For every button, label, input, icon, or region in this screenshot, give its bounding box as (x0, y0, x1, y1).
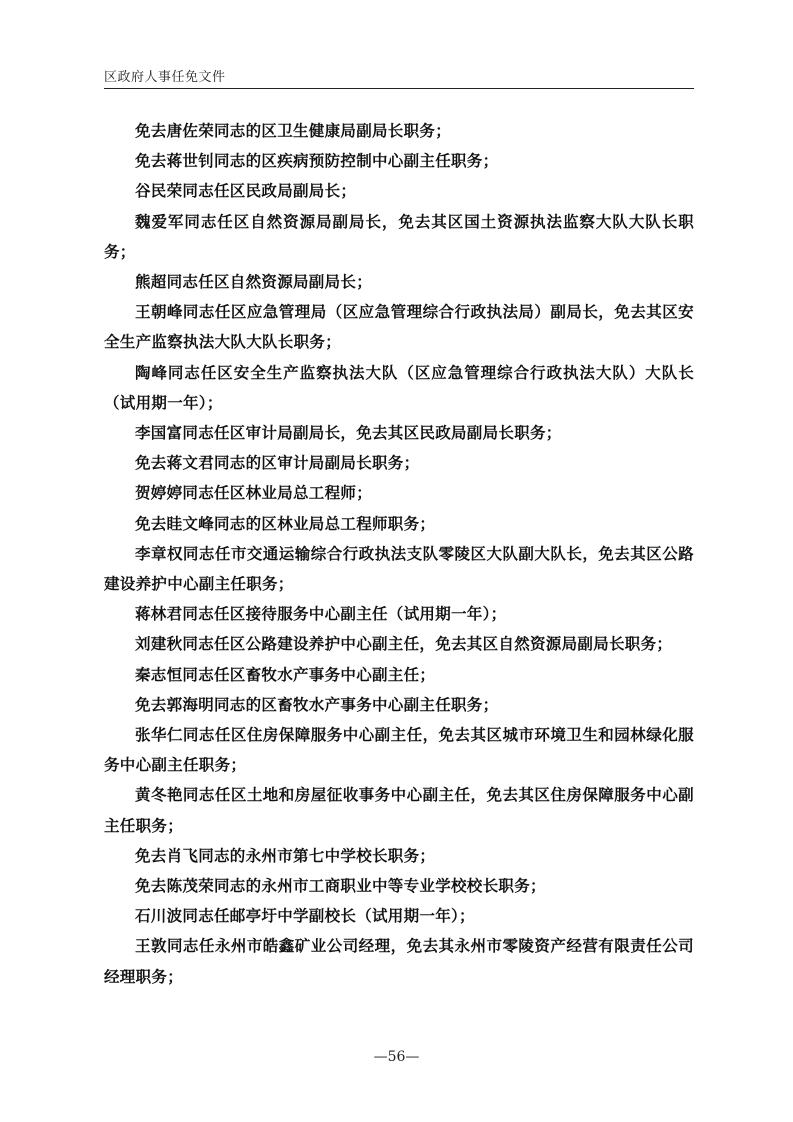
paragraph: 刘建秋同志任区公路建设养护中心副主任，免去其区自然资源局副局长职务； (135, 634, 673, 654)
paragraph: 陶峰同志任区安全生产监察执法大队（区应急管理综合行政执法大队）大队长（试用期一年）； (104, 362, 694, 412)
document-body (104, 116, 694, 992)
paragraph: 李国富同志任区审计局副局长，免去其区民政局副局长职务； (135, 423, 562, 443)
paragraph: 免去眭文峰同志的区林业局总工程师职务； (135, 513, 436, 533)
page-number: —56— (373, 1049, 420, 1065)
paragraph: 免去郭海明同志的区畜牧水产事务中心副主任职务； (135, 694, 499, 714)
paragraph: 张华仁同志任区住房保障服务中心副主任，免去其区城市环境卫生和园林绿化服务中心副主任职务； (104, 725, 694, 775)
paragraph: 谷民荣同志任区民政局副局长； (135, 181, 357, 201)
header-title: 区政府人事任免文件 (104, 70, 226, 85)
paragraph: 贺婷婷同志任区林业局总工程师； (135, 483, 373, 503)
paragraph: 免去蒋世钊同志的区疾病预防控制中心副主任职务； (135, 151, 499, 171)
paragraph: 免去蒋文君同志的区审计局副局长职务； (135, 453, 420, 473)
paragraph: 石川波同志任邮亭圩中学副校长（试用期一年）； (135, 906, 475, 926)
paragraph: 免去唐佐荣同志的区卫生健康局副局长职务； (135, 121, 452, 140)
page-header (104, 62, 694, 89)
paragraph: 熊超同志任区自然资源局副局长； (135, 272, 373, 292)
paragraph: 免去陈茂荣同志的永州市工商职业中等专业学校校长职务； (135, 876, 546, 896)
paragraph: 魏爱军同志任区自然资源局副局长，免去其区国土资源执法监察大队大队长职务； (104, 211, 694, 261)
paragraph: 王朝峰同志任区应急管理局（区应急管理综合行政执法局）副局长，免去其区安全生产监察执法大队大队长职务； (104, 302, 694, 352)
paragraph: 秦志恒同志任区畜牧水产事务中心副主任； (135, 664, 436, 684)
paragraph: 王敦同志任永州市皓鑫矿业公司经理，免去其永州市零陵资产经营有限责任公司经理职务； (104, 936, 694, 986)
paragraph: 蒋林君同志任区接待服务中心副主任（试用期一年）； (135, 604, 507, 624)
paragraph: 李章权同志任市交通运输综合行政执法支队零陵区大队副大队长，免去其区公路建设养护中心副主任职务； (104, 543, 694, 594)
paragraph: 黄冬艳同志任区土地和房屋征收事务中心副主任，免去其区住房保障服务中心副主任职务； (104, 785, 694, 835)
paragraph: 免去肖飞同志的永州市第七中学校长职务； (135, 845, 436, 865)
